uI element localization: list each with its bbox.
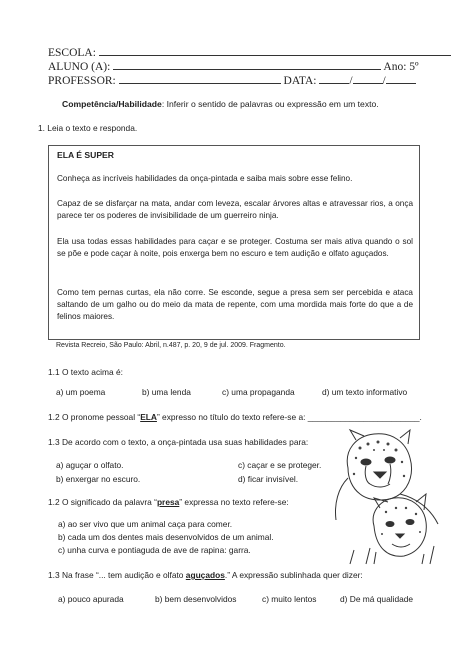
q12b-pre: 1.2 O significado da palavra “ [48,497,157,507]
q12b-option-a[interactable]: a) ao ser vivo que um animal caça para comer. [58,519,233,529]
escola-row [48,45,451,59]
q13b-post: .” A expressão sublinhada quer dizer: [224,570,363,580]
q13b-word: aguçados [185,570,225,580]
q13b-option-d[interactable]: d) De má qualidade [340,594,414,604]
q12b-prompt [48,497,289,507]
q11-option-a[interactable]: a) um poema [56,387,106,397]
escola-label: ESCOLA: [48,47,96,59]
q12-word: ELA [140,412,157,422]
reading-paragraph-1: Conheça as incríveis habilidades da onça-pintada e saiba mais sobre esse felino. [57,174,353,183]
q13b-pre: 1.3 Na frase “... tem audição e olfato [48,570,186,580]
competencia-label: Competência/Habilidade [62,99,162,109]
competencia-line [62,99,379,109]
instruction: 1. Leia o texto e responda. [38,123,138,133]
q13b-option-a[interactable]: a) pouco apurada [58,594,124,604]
q13-option-a[interactable]: a) aguçar o olfato. [56,460,124,470]
q12-prompt [48,412,422,422]
q13-option-c[interactable]: c) caçar e se proteger. [238,460,322,470]
reading-box [48,145,420,340]
reading-title: ELA É SUPER [57,150,114,160]
aluno-line[interactable] [113,59,381,70]
q13b-option-c[interactable]: c) muito lentos [262,594,317,604]
escola-line[interactable] [99,45,451,56]
q11-option-b[interactable]: b) uma lenda [142,387,191,397]
data-day-line[interactable] [319,73,349,84]
q11-prompt: 1.1 O texto acima é: [48,367,123,377]
q11-option-c[interactable]: c) uma propaganda [222,387,295,397]
cheetah-sketch-icon [330,428,442,566]
data-year-line[interactable] [386,73,416,84]
competencia-text: : Inferir o sentido de palavras ou expressão em um texto. [161,99,379,109]
q13-option-d[interactable]: d) ficar invisível. [238,474,299,484]
aluno-label: ALUNO (A): [48,61,111,73]
reading-source: Revista Recreio, São Paulo: Abril, n.487, p. 20, 9 de jul. 2009. Fragmento. [56,342,286,349]
q12b-post: ” expressa no texto refere-se: [179,497,289,507]
data-label: DATA: [283,75,317,87]
data-month-line[interactable] [353,73,383,84]
professor-row: PROFESSOR: DATA: / / [48,73,416,87]
q13-option-b[interactable]: b) enxergar no escuro. [56,474,141,484]
professor-label: PROFESSOR: [48,75,116,87]
q12b-option-c[interactable]: c) unha curva e pontiaguda de ave de rapina: garra. [58,545,251,555]
q12b-word: presa [156,497,180,507]
reading-paragraph-2: Capaz de se disfarçar na mata, andar com leveza, escalar árvores altas e atravessar rios, a onça parece ter os poderes de invisibilidade de um guerreiro ninja. [57,199,413,220]
ano-label: Ano: 5º [383,61,419,73]
q13b-option-b[interactable]: b) bem desenvolvidos [155,594,237,604]
q11-option-d[interactable]: d) um texto informativo [322,387,408,397]
q12b-option-b[interactable]: b) cada um dos dentes mais desenvolvidos de um animal. [58,532,274,542]
reading-paragraph-3: Ela usa todas essas habilidades para caçar e se proteger. Costuma ser mais ativa quando o sol se põe e pode caçar à noite, pois enxerga bem no escuro e tem audição e olfato aguçados. [57,237,413,258]
reading-paragraph-4: Como tem pernas curtas, ela não corre. Se esconde, segue a presa sem ser percebida e ataca saltando de um galho ou do meio da mata de repente, com uma mordida mais forte do que a de felinos maiores. [57,288,413,321]
aluno-row [48,59,419,73]
q12-pre: 1.2 O pronome pessoal “ [48,412,141,422]
q12-post: ” expresso no título do texto refere-se a: ________________________. [156,412,422,422]
professor-line[interactable] [119,73,281,84]
q13-prompt: 1.3 De acordo com o texto, a onça-pintada usa suas habilidades para: [48,437,309,447]
q13b-prompt [48,570,363,580]
